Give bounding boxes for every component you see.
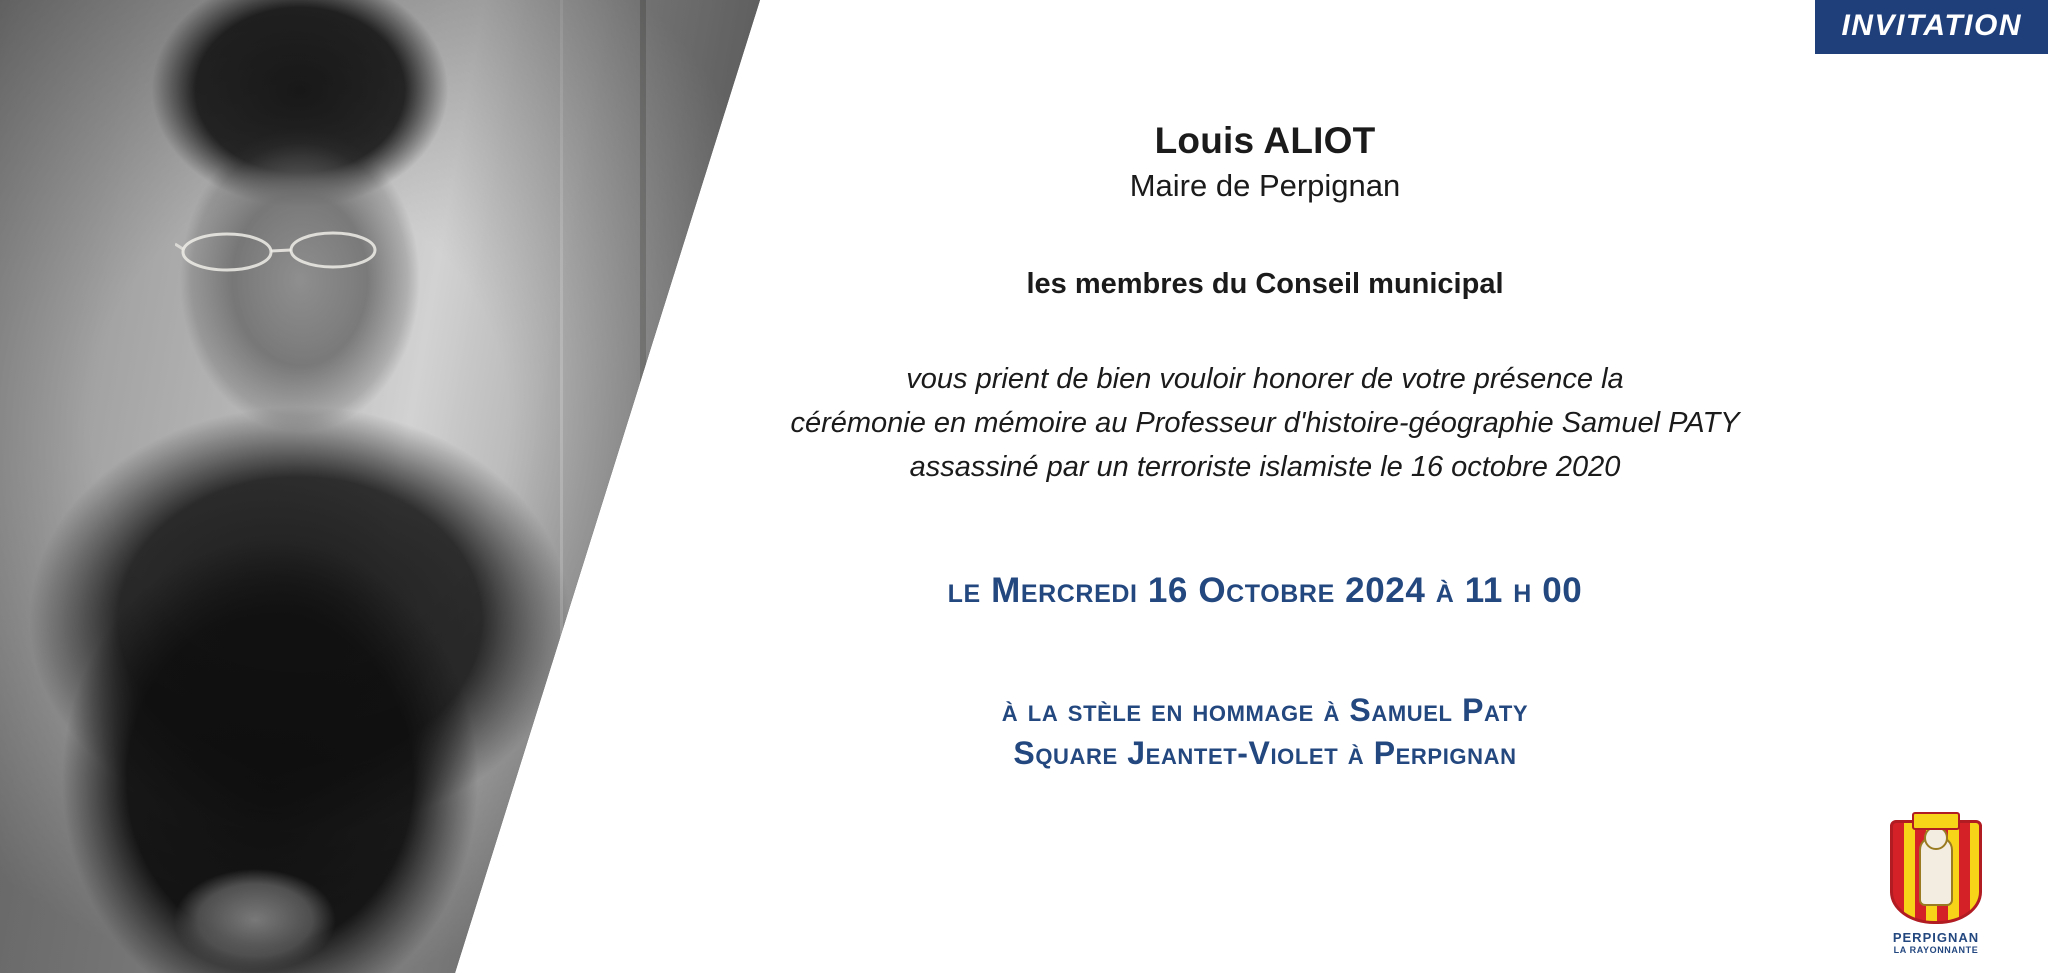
location-line-1: à la stèle en hommage à Samuel Paty (1001, 692, 1529, 729)
invitation-badge: INVITATION (1815, 0, 2048, 54)
invitation-body (700, 357, 1830, 489)
body-line-1: vous prient de bien vouloir honorer de votre présence la (906, 363, 1624, 395)
portrait-photo (0, 0, 760, 973)
event-location (700, 689, 1830, 775)
photo-vignette (0, 0, 760, 973)
crown-icon (1912, 812, 1960, 830)
event-datetime: le Mercredi 16 Octobre 2024 à 11 h 00 (947, 571, 1583, 611)
city-tagline: LA RAYONNANTE (1893, 945, 1979, 955)
council-line: les membres du Conseil municipal (1026, 268, 1504, 300)
city-logo (1876, 820, 1996, 955)
location-line-2: Square Jeantet-Violet à Perpignan (1013, 735, 1517, 772)
host-role: Maire de Perpignan (1129, 168, 1401, 203)
invitation-content (700, 0, 1830, 973)
body-line-2: cérémonie en mémoire au Professeur d'histoire-géographie Samuel PATY (790, 407, 1740, 440)
city-name: PERPIGNAN (1892, 930, 1980, 945)
body-line-3: assassiné par un terroriste islamiste le 16 octobre 2020 (909, 451, 1621, 484)
host-name: Louis ALIOT (1154, 120, 1376, 161)
coat-of-arms-icon (1890, 820, 1982, 924)
